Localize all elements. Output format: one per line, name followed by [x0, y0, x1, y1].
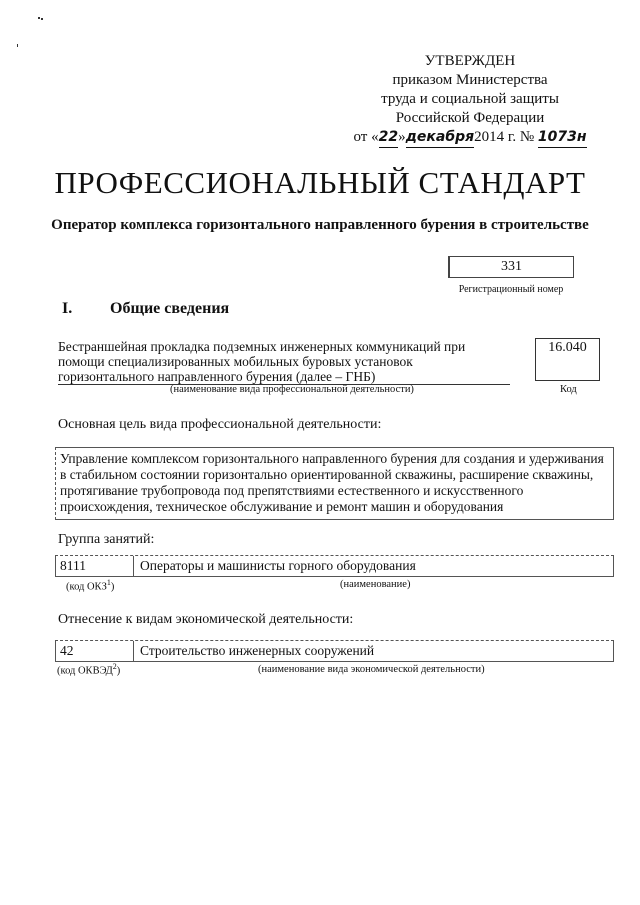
group-name-caption: (наименование) — [340, 579, 411, 590]
registration-number-label: Регистрационный номер — [458, 284, 564, 295]
group-row — [55, 555, 614, 577]
goal-box: Управление комплексом горизонтального направленного бурения для создания и удерживания в стабильном состоянии горизонтально ориентированной скважины, расширение скважины, протягивание трубопровода под препятствиями естественного и искусственного происхождения, техническое обслуживание и ремонт машин и оборудования — [55, 447, 614, 520]
approval-block — [340, 52, 600, 148]
goal-label: Основная цель вида профессиональной деятельности: — [58, 417, 382, 432]
okved-caption-close: ) — [116, 665, 121, 677]
econ-name-caption: (наименование вида экономической деятельности) — [258, 664, 485, 675]
date-prefix: от « — [353, 129, 379, 145]
scan-speck — [38, 17, 40, 19]
approval-line4: Российской Федерации — [395, 110, 545, 126]
approval-line3: труда и социальной защиты — [381, 91, 559, 107]
okz-caption-close: ) — [110, 581, 115, 593]
group-name: Операторы и машинисты горного оборудования — [140, 558, 416, 573]
document-title: ПРОФЕССИОНАЛЬНЫЙ СТАНДАРТ — [54, 165, 586, 200]
econ-row — [55, 640, 614, 662]
econ-name: Строительство инженерных сооружений — [140, 643, 375, 658]
approval-line1: УТВЕРЖДЕН — [424, 53, 516, 69]
okz-footnote-mark: 1 — [106, 578, 111, 587]
section-number: I. — [62, 300, 73, 317]
activity-name: Бестраншейная прокладка подземных инженерных коммуникаций при помощи специализированных мобильных буровых установок горизонтального направленного бурения (далее – ГНБ) — [58, 339, 510, 385]
handwritten-day: 22 — [379, 128, 398, 148]
document-subtitle: Оператор комплекса горизонтального направленного бурения в строительстве — [51, 217, 589, 233]
section-heading — [62, 300, 229, 318]
econ-code: 42 — [56, 641, 134, 661]
okved-caption-text: (код ОКВЭД — [57, 665, 113, 677]
approval-date-line — [340, 128, 600, 148]
group-label: Группа занятий: — [58, 532, 155, 547]
activity-code-box: 16.040 — [535, 338, 600, 381]
date-year: 2014 г. № — [474, 129, 535, 145]
code-caption: Код — [560, 384, 577, 395]
section-title: Общие сведения — [110, 300, 230, 317]
okved-caption — [57, 662, 120, 677]
okved-footnote-mark: 2 — [112, 662, 117, 671]
registration-number-box: 331 — [448, 256, 574, 278]
group-code: 8111 — [56, 556, 134, 576]
handwritten-month: декабря — [406, 128, 475, 148]
activity-caption: (наименование вида профессиональной деятельности) — [170, 384, 414, 395]
scan-speck — [17, 44, 18, 47]
econ-label: Отнесение к видам экономической деятельности: — [58, 612, 354, 627]
handwritten-order-number: 1073н — [538, 128, 587, 148]
approval-line2: приказом Министерства — [392, 72, 548, 88]
date-mid: » — [398, 129, 406, 145]
scan-speck — [41, 18, 43, 20]
okz-caption — [66, 578, 114, 593]
okz-caption-text: (код ОКЗ — [66, 581, 107, 593]
